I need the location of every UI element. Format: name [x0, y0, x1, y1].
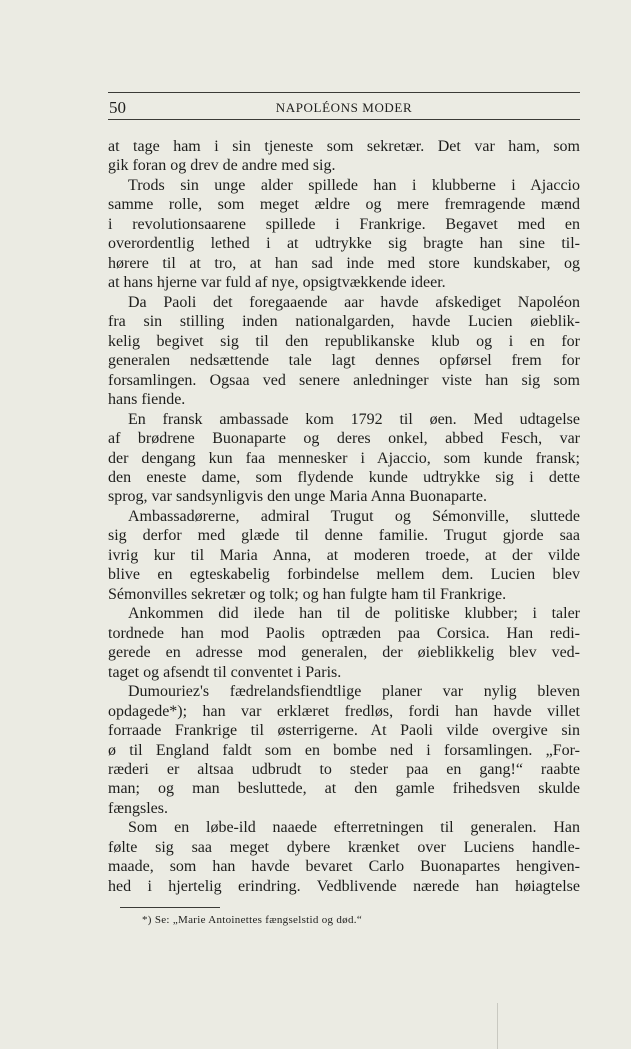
text-line: gerede en adresse mod generalen, der øieblikkelig blev ved-	[108, 644, 580, 662]
text-line: forsamlingen. Ogsaa ved senere anledninger viste han sig som	[108, 371, 580, 389]
text-line: den eneste dame, som flydende kunde udtrykke sig i dette	[108, 468, 580, 486]
text-line: Da Paoli det foregaaende aar havde afskediget Napoléon	[128, 293, 580, 311]
text-line: at tage ham i sin tjeneste som sekretær. Det var ham, som	[108, 138, 580, 155]
text-line: man; og man besluttede, at den gamle frihedsven skulde	[108, 780, 580, 798]
text-line: fængsles.	[108, 799, 168, 817]
text-line: at hans hjerne var fuld af nye, opsigtvækkende ideer.	[108, 274, 446, 292]
text-line: Dumouriez's fædrelandsfiendtlige planer var nylig bleven	[128, 683, 580, 701]
page-header	[108, 92, 580, 122]
text-line: gik foran og drev de andre med sig.	[108, 157, 336, 175]
text-line: En fransk ambassade kom 1792 til øen. Med udtagelse	[128, 410, 580, 428]
text-line: hans fiende.	[108, 391, 186, 409]
text-line: ræderi er altsaa udbrudt to steder paa en gang!“ raabte	[108, 761, 580, 778]
text-line: Ankommen did ilede han til de politiske klubber; i taler	[128, 605, 580, 623]
text-line: i revolutionsaarene spillede i Frankrige. Begavet med en	[108, 215, 580, 233]
text-line: Ambassadørerne, admiral Trugut og Sémonville, sluttede	[128, 507, 580, 525]
text-line: forraade Frankrige til østerrigerne. At Paoli vilde overgive sin	[108, 722, 580, 740]
body-text	[108, 137, 580, 896]
page-edge-mark	[497, 1003, 498, 1049]
header-rule-top	[108, 92, 580, 93]
text-line: kelig begivet sig til den republikanske klub og i en for	[108, 332, 580, 350]
footnote-rule	[120, 907, 220, 908]
text-line: hørere til at tro, at han sad inde med store kundskaber, og	[108, 254, 580, 272]
text-line: generalen nedsættende tale lagt dennes opførsel frem for	[108, 352, 580, 370]
header-rule-bottom	[108, 119, 580, 120]
text-line: fra sin stilling inden nationalgarden, havde Lucien øieblik-	[108, 313, 580, 331]
text-line: opdagede*); han var erklæret fredløs, fordi han havde villet	[108, 702, 580, 720]
text-line: Sémonvilles sekretær og tolk; og han fulgte ham til Frankrige.	[108, 585, 507, 603]
text-line: overordentlig lethed i at udtrykke sig bragte han sine til-	[108, 235, 580, 253]
text-line: ivrig kur til Maria Anna, at moderen troede, at der vilde	[108, 546, 580, 564]
text-line: Som en løbe-ild naaede efterretningen til generalen. Han	[128, 819, 580, 837]
text-line: sig derfor med glæde til denne familie. Trugut gjorde saa	[108, 527, 580, 545]
running-title: NAPOLÉONS MODER	[275, 100, 413, 115]
footnote: *) Se: „Marie Antoinettes fængselstid og død.“	[142, 914, 363, 926]
text-line: blive en egteskabelig forbindelse mellem dem. Lucien blev	[108, 566, 580, 584]
text-line: følte sig saa meget dybere krænket over Luciens handle-	[108, 838, 580, 856]
text-line: taget og afsendt til conventet i Paris.	[108, 663, 342, 681]
text-line: tordnede han mod Paolis optræden paa Corsica. Han redi-	[108, 624, 580, 642]
text-line: af brødrene Buonaparte og deres onkel, abbed Fesch, var	[108, 430, 580, 448]
text-line: hed i hjertelig erindring. Vedblivende nærede han høiagtelse	[108, 877, 580, 895]
text-line: maade, som han havde bevaret Carlo Buonapartes hengiven-	[108, 858, 580, 876]
text-line: der dengang kun faa mennesker i Ajaccio, som kunde fransk;	[108, 449, 580, 467]
page-number: 50	[109, 98, 126, 117]
text-line: Trods sin unge alder spillede han i klubberne i Ajaccio	[128, 176, 580, 194]
text-line: ø til England faldt som en bombe ned i forsamlingen. „For-	[108, 741, 580, 759]
text-line: samme rolle, som meget ældre og mere fremragende mænd	[108, 196, 580, 214]
text-line: sprog, var sandsynligvis den unge Maria Anna Buonaparte.	[108, 488, 488, 506]
